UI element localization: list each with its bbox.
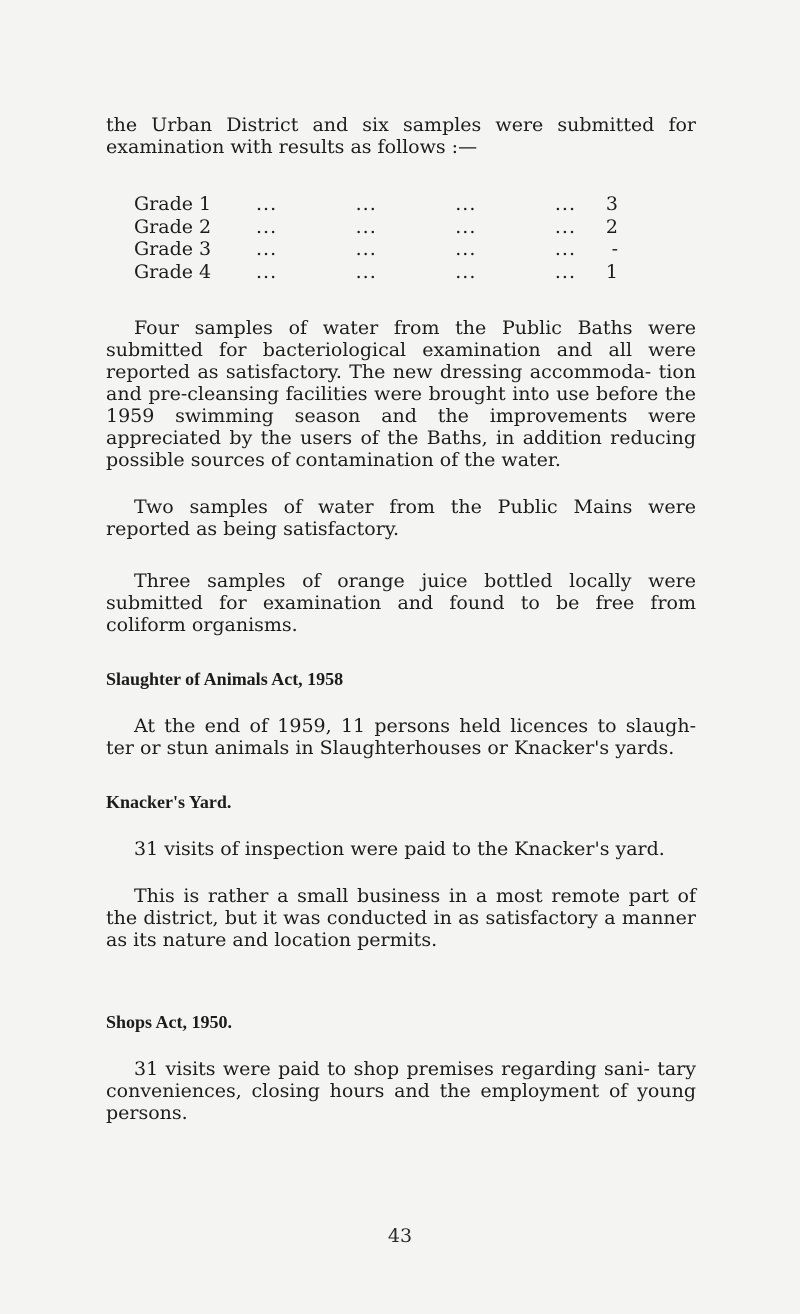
- grade-label: Grade 1: [134, 193, 212, 215]
- knacker-business-paragraph: This is rather a small business in a most remote part of the district, but it was conducted in as satisfactory a manner as its nature and location permits.: [106, 885, 696, 951]
- grade-label: Grade 2: [134, 215, 212, 238]
- grade-value: 3: [605, 193, 618, 215]
- leader-dots: [244, 216, 602, 239]
- slaughter-heading: Slaughter of Animals Act, 1958: [106, 669, 344, 689]
- grade-label: Grade 3: [134, 238, 212, 260]
- leader-dot-group: ...: [355, 193, 377, 215]
- leader-dot-group: ...: [554, 193, 576, 215]
- shops-heading: Shops Act, 1950.: [106, 1012, 233, 1032]
- mains-paragraph: Two samples of water from the Public Mains were reported as being satisfactory.: [106, 496, 696, 540]
- orange-juice-paragraph: Three samples of orange juice bottled locally were submitted for examination and found to be free from coliform organisms.: [106, 570, 696, 636]
- leader-dot-group: ...: [455, 215, 477, 238]
- leader-dot-group: ...: [554, 215, 576, 238]
- leader-dot-group: ...: [256, 260, 278, 283]
- shops-paragraph: 31 visits were paid to shop premises regarding sani- tary conveniences, closing hours and the employment of young persons.: [106, 1058, 696, 1124]
- leader-dot-group: ...: [355, 238, 377, 260]
- grade-value: -: [611, 238, 618, 260]
- grade-row: [134, 193, 618, 216]
- grade-value: 1: [605, 260, 618, 283]
- grade-label: Grade 4: [134, 260, 212, 283]
- baths-paragraph: Four samples of water from the Public Baths were submitted for bacteriological examination and all were reported as satisfactory. The new dressing accommoda- tion and pre-cleansing facilities were brought into use before the 1959 swimming season and the improvements were appreciated by the users of the Baths, in addition reducing possible sources of contamination of the water.: [106, 317, 696, 471]
- leader-dots: [244, 261, 602, 284]
- grade-table: [134, 193, 618, 283]
- grade-row: [134, 238, 618, 261]
- leader-dot-group: ...: [256, 215, 278, 238]
- leader-dot-group: ...: [256, 193, 278, 215]
- grade-row: [134, 216, 618, 239]
- grade-row: [134, 261, 618, 284]
- grade-value: 2: [605, 215, 618, 238]
- slaughter-paragraph: At the end of 1959, 11 persons held licences to slaugh- ter or stun animals in Slaughterhouses or Knacker's yards.: [106, 715, 696, 759]
- leader-dot-group: ...: [455, 260, 477, 283]
- leader-dots: [244, 238, 602, 261]
- leader-dots: [244, 193, 602, 216]
- leader-dot-group: ...: [554, 260, 576, 283]
- leader-dot-group: ...: [256, 238, 278, 260]
- leader-dot-group: ...: [355, 260, 377, 283]
- leader-dot-group: ...: [554, 238, 576, 260]
- leader-dot-group: ...: [355, 215, 377, 238]
- page-number: 43: [387, 1225, 413, 1247]
- leader-dot-group: ...: [455, 193, 477, 215]
- document-page: [106, 114, 696, 1124]
- intro-paragraph: the Urban District and six samples were submitted for examination with results as follows :—: [106, 114, 696, 158]
- leader-dot-group: ...: [455, 238, 477, 260]
- knacker-visits-paragraph: 31 visits of inspection were paid to the Knacker's yard.: [134, 838, 665, 860]
- knacker-heading: Knacker's Yard.: [106, 792, 232, 812]
